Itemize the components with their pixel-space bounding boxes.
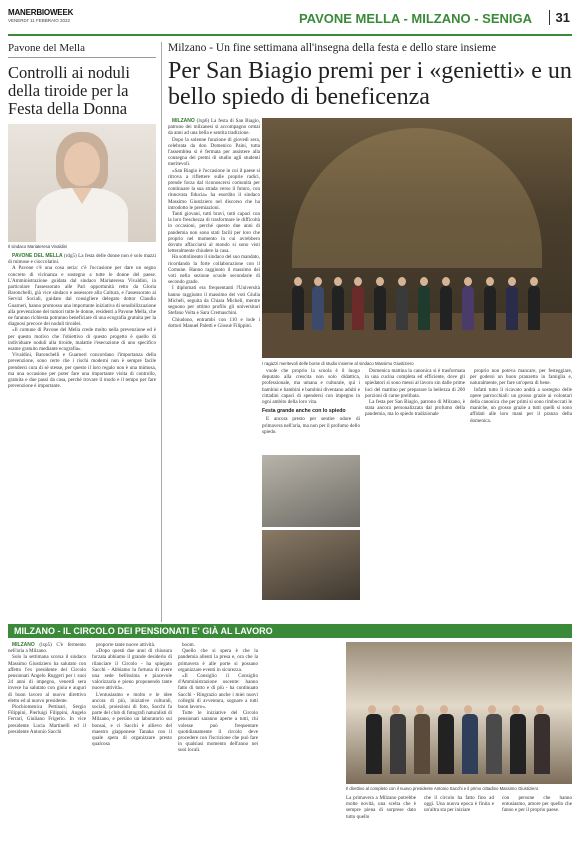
spiedo-pan-photo [262, 530, 360, 600]
page-header [8, 6, 572, 36]
bottom-under-photo-1: La primavera a Milzano potrebbe molte novità, una scelta che è sempre piena di sorprese dato tutto quello [346, 795, 416, 820]
bottom-paragraph: Quello che si spera è che la pandemia allenti la presa e, ora che la primavera è alle porte si possano organizzare eventi in sicurezza. [178, 648, 258, 673]
left-paragraph: Vivaldini, Baronchelli e Guarneri concordano l'importanza della prevenzione, sono certe che i rischi moderni non è sempre facile prendersi cura di sé stesse, per questo il loro regalo non è una mimosa, ma una occasione per poter fare una importante visita di controllo, gratuita e due passi da casa, perché trovare il modo e il tempo per fare prevenzione è importante. [8, 352, 156, 390]
photo2-caption: Il direttivo al completo con il nuovo presidente Antonio Sacchi e il primo cittadino Massimo Giustiziero [346, 786, 539, 791]
main-paragraph: E ancora presto per sentire odore di primavera nell'aria, ma non per il profumo dello spiedo. [262, 416, 360, 435]
left-paragraph: A Pavone c'è una cosa seria: c'è l'occasione per dare un segno concreto di vicinanza e sostegno a tutte le donne del paese. L'Amministrazione guidata dal sindaco Mariateresa Vivaldini, in particolare l'assessorato alle Pari opportunità retto da Gloria Baronchelli, già vice sindaco e assessore alla Cultura, e l'assessorato ai Servizi Sociali, guidato dal consigliere delegato dottor Claudio Guarneri, hanno promosso una importante iniziativa di sensibilizzazione alla prevenzione dei tumori tutte le donne, residenti a Pavone Mella, che ne faranno richiesta potranno beneficiare di una ecografia gratuita per la diagnosi precoce dei noduli tiroidei. [8, 265, 156, 328]
left-paragraph: «Il comune di Pavone del Mella crede molto nella prevenzione ed è per questo motivo che l'obiettivo di questo progetto è quello di individuare noduli alla tiroide, malattie l'esecuzione di uno specifico esame gratuito mediante ecografia». [8, 327, 156, 353]
students-award-photo [262, 118, 572, 358]
main-paragraph: Domenica mattina la canonica si è trasformata in una cucina completa ed efficiente, dove gli spiedatori si sono messi al lavoro sin dalle prime luci del mattino per preparare la bellezza di 200 porzioni di carne prelibata. [365, 368, 465, 399]
left-tag: PAVONE DEL MELLA [12, 253, 63, 259]
page-number: 31 [549, 10, 570, 25]
bottom-col-1 [8, 642, 86, 735]
bottom-under-photo-3: con persone che hanno entusiasmo, amore per quello che fanno e per il proprio paese. [502, 795, 572, 814]
left-kicker: Pavone del Mella [8, 42, 156, 58]
bottom-paragraph: Tutte le iniziative del Circolo pensionati saranno aperte a tutti, chi volesse può frequentare quotidianamente il circolo deve procedere con l'iscrizione che può fare in qualsiasi momento dell'anno nei suoi locali. [178, 710, 258, 754]
bottom-paragraph: C'è fermento nell'aria a Milzano. [8, 642, 86, 655]
bottom-paragraph: Piochiomenica Pettinari, Sergio Filippini, Pierluigi Filippini, Angelo Ferrari, Giuliano Frigerio. In vice presidente Lucia Martinelli ed il presidente Antonio Sacchi [8, 704, 86, 735]
main-paragraph: I diplomati era frequentanti l'Università hanno raggiunto il massimo dei voti Giulia Micheli, seguita da Chiara Micheli, mentre seguono per ottimo profilo gli universitari Stefano Volta e Sara Cremaschini. [168, 285, 260, 317]
main-paragraph: proprio non poteva mancare, per festeggiare, per godersi un buon pranzetto in famiglia e, naturalmente, per fare un'opera di bene. [470, 368, 572, 387]
main-paragraph: La festa di San Biagio, patrono dei milzanesi si accompagno ormai da anni ad una bella e sentita tradizione. [168, 118, 260, 137]
main-paragraph: La festa per San Biagio, patrono di Milzano, è stata ancora personalizzata dal profumo della pandemia, ma lo spiedo tradizionale [365, 399, 465, 418]
main-col-5 [470, 368, 572, 424]
left-tag-time: (rdg5) [64, 253, 77, 259]
main-paragraph: Infatti tutto il ricavato andrà a sostegno delle opere parrocchiali: un grosso grazie ai volontari della canonica che per primi si sono rimboccati le maniche, un grosso grazie a tutti quelli si sono affidati alle loro mani per il pranzo della domenica. [470, 386, 572, 424]
column-divider [161, 42, 162, 622]
subhead: Festa grande anche con lo spiedo [262, 408, 346, 415]
main-col-3 [262, 368, 360, 435]
mayor-portrait-photo [8, 124, 156, 242]
main-paragraph: vuole che proprio la scuola è il luogo deputato alla crescita non solo didattica, professionale, ma umana e culturale, qui i bambini e bambini e bambini diventano adulti e cittadini capaci di spendersi con impegno in ogni ambito della loro vita. [262, 368, 360, 406]
bottom-paragraph: proporre tante nuove attività. [96, 642, 156, 648]
bottom-headline: MILZANO - IL CIRCOLO DEI PENSIONATI E' GIÀ AL LAVORO [14, 626, 273, 636]
bottom-tag: MILZANO [12, 642, 35, 648]
left-photo-caption: Il sindaco Mariateresa Vivaldini [8, 244, 68, 249]
spiedo-cooking-photo [262, 455, 360, 527]
main-kicker: Milzano - Un fine settimana all'insegna della festa e dello stare insieme [168, 42, 497, 54]
main-paragraph: Chiudono, entrambi con 110 e lode i dottori Manuel Paletti e Giosuè Filippini. [168, 316, 260, 329]
bottom-paragraph: «Dopo questi due anni di chiusura forzata abbiamo il grande desiderio di rilanciare il Circolo - ha spiegato Sacchi - Abbiamo la fortuna di avere una sede bellissima e piacevole valorizzarla e pieno proponendo tante nuove attività». [92, 648, 172, 692]
publication-logo: MANERBIOWEEK [8, 8, 74, 17]
photo1-caption: I ragazzi meritevoli delle borse di studio insieme al sindaco Massimo Giustiziero [262, 361, 414, 366]
left-paragraph: La festa delle donne non è solo mazzi di mimose e cioccolatini. [8, 253, 156, 266]
bottom-col-3 [178, 642, 258, 754]
bottom-under-photo-2: che il circolo ha fatto fino ad oggi. Una nuova epoca è finita e un'altra sta per iniziare [424, 795, 494, 814]
main-paragraph: «San Biagio è l'occasione in cui il paese si ritrova a riflettere sulle proprie radici, prende forza dal riconoscersi comunità per continuare la sua strada verso il futuro, con rinnovata fiducia» ha esordito il sindaco Massimo Giustiziero nel discorso che ha introdotto le premiazioni. [168, 167, 260, 211]
main-headline: Per San Biagio premi per i «genietti» e un bello spiedo di beneficenza [168, 58, 572, 110]
bottom-paragraph: boom. [182, 642, 195, 648]
bottom-paragraph: L'entusiasmo e molto e le idee ancora di più, iniziative culturali, sociali, proiezioni di foto, Sacchi fa parte del club di fotografi naturalisti di Milzano, e persino un laboratorio sui bonsai, e ci Sacchi è allievo del maestro giapponese Tanaka con il quale spera di organizzare presto qualcosa [92, 691, 172, 748]
main-tag-time: (lxp6) [196, 118, 210, 124]
left-article [8, 42, 156, 389]
pensioners-board-photo [346, 642, 572, 784]
main-col-1 [168, 118, 260, 329]
bottom-section-band [8, 624, 572, 638]
main-col-4 [365, 368, 465, 418]
bottom-tag-time: (lxp5) [39, 642, 52, 648]
main-paragraph: Dopo la solenne funzione di giovedì sera, celebrata da don Domenico Paini, tutta l'assemblea si è fermata per assistere alla consegna dei premi di studio agli studenti meritevoli. [168, 136, 260, 168]
dateline: VENERDI' 11 FEBBRAIO 2022 [8, 18, 71, 23]
main-paragraph: Tanti giovani, tutti bravi, tutti capaci con la loro freschezza di trasformare le difficoltà in occasioni, perché questo due anni di pandemia non sono stati facili per loro che proprio nel momento in cui avrebbero dovuto affacciarsi al mondo si sono visti letteralmente chiudere la casa. [168, 211, 260, 255]
bottom-col-2 [92, 642, 172, 747]
main-paragraph: Ha sottolineato il sindaco del suo mandato, ricordando la forte collaborazione con il Comune. Hanno raggiunto il massimo dei voti nella sezione scuole secondarie di secondo grado. [168, 254, 260, 286]
left-headline: Controlli ai noduli della tiroide per la Festa della Donna [8, 63, 130, 118]
left-body [8, 253, 156, 389]
main-tag: MILZANO [172, 118, 195, 124]
bottom-paragraph: Solo la settimana scorsa il sindaco Massimo Giustiziero ha salutato con affetto l'ex presidente del Circolo pensionati Angelo Ruggeri per i suoi 24 anni di impegno, venerdì sera invece ha salutato con gioia e auguri di buon lavoro al nuovo direttivo eletto ed al nuovo presidente. [8, 654, 86, 704]
section-title: PAVONE MELLA - MILZANO - SENIGA [298, 11, 532, 26]
bottom-paragraph: «Il Consiglio il Consiglio d'Amministrazione uscente: hanno fatto di tutto e di più - ha continuato Sacchi - Ringrazio anche i miei nuovi colleghi di avventura, sognare a tutti buon lavoro». [178, 673, 258, 711]
